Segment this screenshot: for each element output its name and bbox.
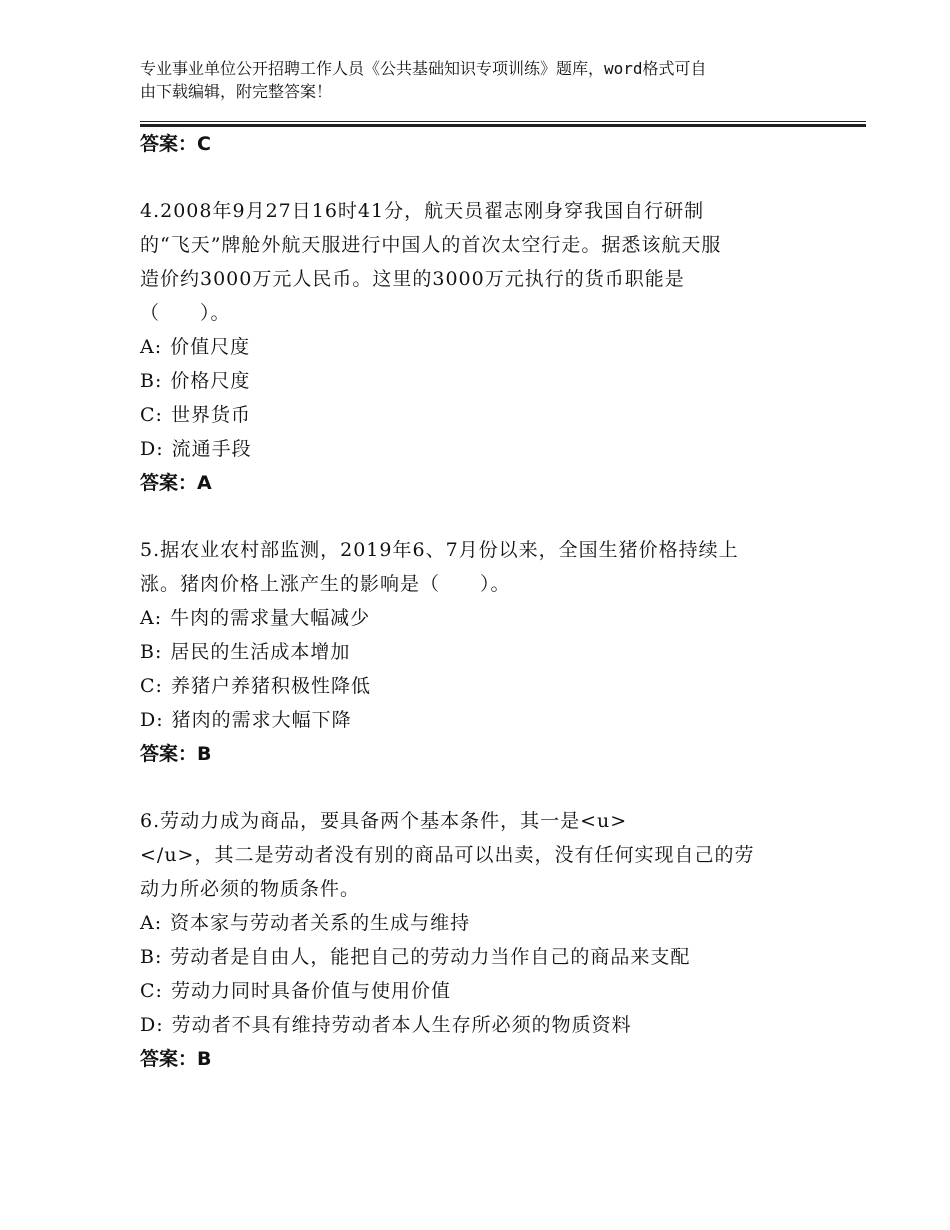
option-text: 劳动者是自由人，能把自己的劳动力当作自己的商品来支配 bbox=[170, 946, 691, 968]
option-text: 劳动者不具有维持劳动者本人生存所必须的物质资料 bbox=[171, 1014, 632, 1036]
option-text: 养猪户养猪积极性降低 bbox=[170, 675, 371, 697]
option-d bbox=[140, 1008, 810, 1042]
answer-label: 答案：B bbox=[140, 743, 212, 765]
question-list bbox=[140, 127, 810, 1076]
option-key: C: bbox=[140, 675, 163, 697]
option-a bbox=[140, 601, 810, 635]
option-d bbox=[140, 432, 810, 466]
option-b bbox=[140, 940, 810, 974]
option-key: D: bbox=[140, 1014, 164, 1036]
option-a bbox=[140, 330, 810, 364]
option-a bbox=[140, 906, 810, 940]
option-text: 牛肉的需求量大幅减少 bbox=[170, 607, 371, 629]
option-text: 价值尺度 bbox=[170, 336, 251, 358]
question-stem-line: </u>，其二是劳动者没有别的商品可以出卖，没有任何实现自己的劳 bbox=[140, 844, 755, 866]
option-key: B: bbox=[140, 641, 163, 663]
question-stem-line: 的“飞天”牌舱外航天服进行中国人的首次太空行走。据悉该航天服 bbox=[140, 234, 722, 256]
option-key: A: bbox=[140, 336, 163, 358]
header-line: 由下载编辑，附完整答案！ bbox=[140, 82, 333, 101]
question-stem-line: 6.劳动力成为商品，要具备两个基本条件，其一是<u> bbox=[140, 810, 628, 832]
question-block bbox=[140, 533, 810, 771]
option-text: 资本家与劳动者关系的生成与维持 bbox=[170, 912, 471, 934]
header-line: 专业事业单位公开招聘工作人员《公共基础知识专项训练》题库，word格式可自 bbox=[140, 59, 707, 78]
question-block bbox=[140, 804, 810, 1076]
question-stem-line: 造价约3000万元人民币。这里的3000万元执行的货币职能是 bbox=[140, 268, 685, 290]
question-stem-line: 涨。猪肉价格上涨产生的影响是（ ）。 bbox=[140, 573, 511, 595]
answer-label: 答案：B bbox=[140, 1048, 212, 1070]
option-key: A: bbox=[140, 912, 163, 934]
option-text: 劳动力同时具备价值与使用价值 bbox=[170, 980, 451, 1002]
question-block bbox=[140, 194, 810, 500]
option-key: B: bbox=[140, 370, 163, 392]
option-text: 居民的生活成本增加 bbox=[170, 641, 351, 663]
option-b bbox=[140, 635, 810, 669]
option-key: D: bbox=[140, 709, 164, 731]
answer-label: 答案：C bbox=[140, 133, 211, 155]
option-b bbox=[140, 364, 810, 398]
option-key: C: bbox=[140, 404, 163, 426]
option-key: D: bbox=[140, 438, 164, 460]
header-divider bbox=[140, 121, 866, 122]
option-d bbox=[140, 703, 810, 737]
option-text: 价格尺度 bbox=[170, 370, 251, 392]
question-stem-line: 动力所必须的物质条件。 bbox=[140, 878, 361, 900]
option-key: B: bbox=[140, 946, 163, 968]
option-key: C: bbox=[140, 980, 163, 1002]
document-header bbox=[140, 57, 810, 103]
answer-label: 答案：A bbox=[140, 472, 212, 494]
option-text: 世界货币 bbox=[170, 404, 251, 426]
option-c bbox=[140, 974, 810, 1008]
option-text: 流通手段 bbox=[171, 438, 252, 460]
question-stem-line: 5.据农业农村部监测，2019年6、7月份以来，全国生猪价格持续上 bbox=[140, 539, 739, 561]
option-c bbox=[140, 669, 810, 703]
option-text: 猪肉的需求大幅下降 bbox=[171, 709, 352, 731]
question-stem-line: （ ）。 bbox=[140, 302, 231, 324]
option-c bbox=[140, 398, 810, 432]
question-stem-line: 4.2008年9月27日16时41分，航天员翟志刚身穿我国自行研制 bbox=[140, 200, 705, 222]
option-key: A: bbox=[140, 607, 163, 629]
